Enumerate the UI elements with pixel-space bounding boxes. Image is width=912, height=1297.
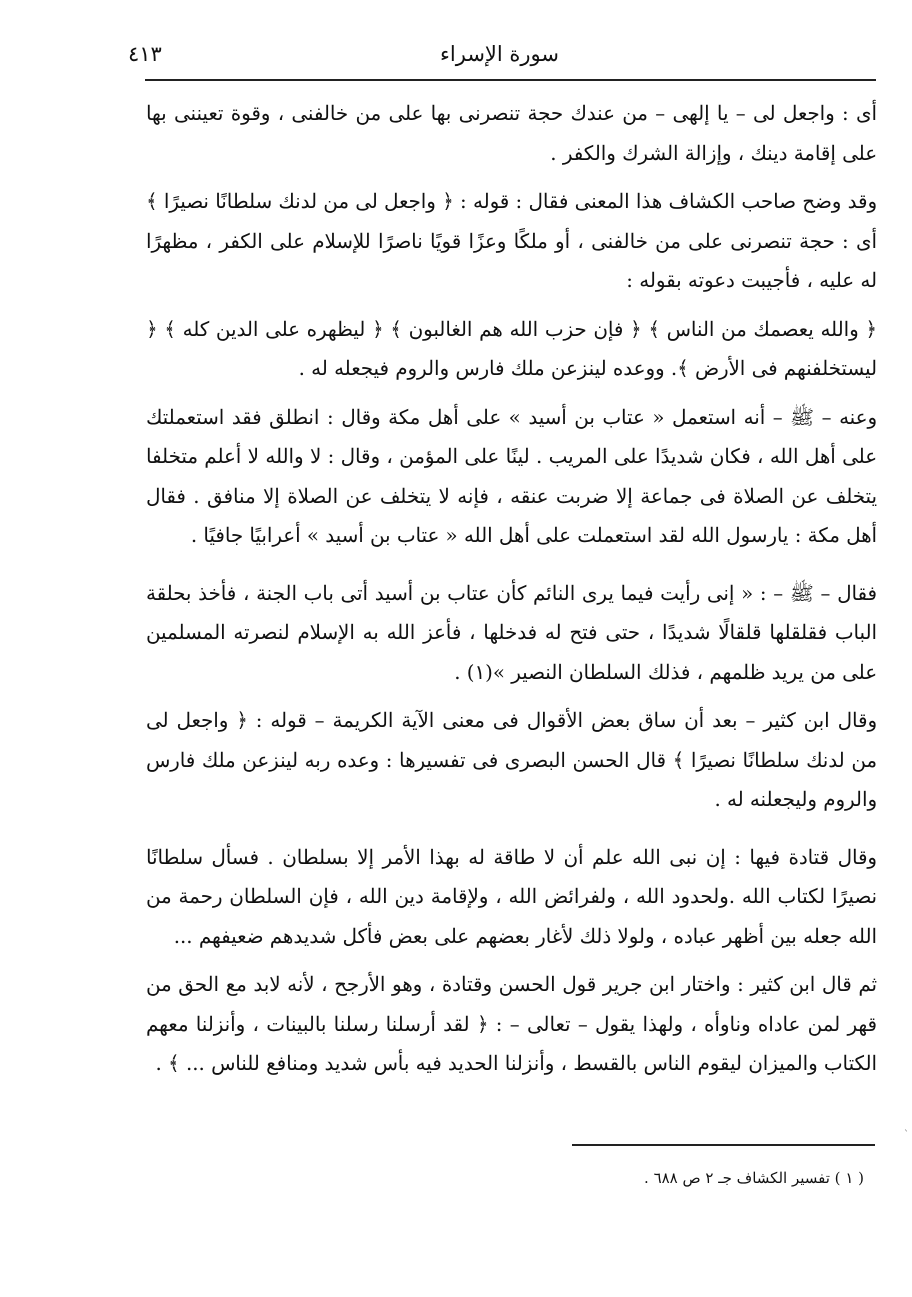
paragraph: وقد وضح صاحب الكشاف هذا المعنى فقال : قوله : ﴿ واجعل لى من لدنك سلطانًا نصيرًا ﴾ أى : حجة تنصرنى على من خالفنى ، أو ملكًا وعزًا قويًا ناصرًا للإسلام على الكفر ، مظهرًا له عليه ، فأجيبت دعوته بقوله : — [146, 190, 877, 292]
paragraph: ثم قال ابن كثير : واختار ابن جرير قول الحسن وقتادة ، وهو الأرجح ، لأنه لابد مع الحق من قهر لمن عاداه وناوأه ، ولهذا يقول – تعالى – : ﴿ لقد أرسلنا رسلنا بالبينات ، وأنزلنا معهم الكتاب والميزان ليقوم الناس بالقسط ، وأنزلنا الحديد فيه بأس شديد ومنافع للناس ... ﴾ . — [146, 973, 877, 1075]
header-divider — [145, 79, 876, 81]
surah-title: سورة الإسراء — [440, 42, 559, 66]
paragraph: وعنه – ﷺ – أنه استعمل « عتاب بن أسيد » على أهل مكة وقال : انطلق فقد استعملتك على أهل الله ، فكان شديدًا على المريب . لينًا على المؤمن ، وقال : لا والله لا أعلم متخلفا يتخلف عن الصلاة فى جماعة إلا ضربت عنقه ، فإنه لا يتخلف عن الصلاة إلا منافق . فقال أهل مكة : يارسول الله لقد استعملت على أهل الله « عتاب بن أسيد » أعرابيًا جافيًا . — [146, 405, 877, 547]
paragraph: وقال قتادة فيها : إن نبى الله علم أن لا طاقة له بهذا الأمر إلا بسلطان . فسأل سلطانًا نصيرًا لكتاب الله .ولحدود الله ، ولفرائض الله ، ولإقامة دين الله ، فإن السلطان رحمة من الله جعله بين أظهر عباده ، ولولا ذلك لأغار بعضهم على بعض فأكل شديدهم ضعيفهم ... — [146, 845, 877, 948]
paragraph: أى : واجعل لى – يا إلهى – من عندك حجة تنصرنى بها على من خالفنى ، وقوة تعيننى بها على إقامة دينك ، وإزالة الشرك والكفر . — [146, 102, 877, 165]
page-header — [128, 38, 771, 78]
main-text — [146, 94, 877, 1093]
page-number: ٤١٣ — [128, 42, 162, 66]
paragraph: فقال – ﷺ – : « إنى رأيت فيما يرى النائم كأن عتاب بن أسيد أتى باب الجنة ، فأخذ بحلقة الباب فقلقلها قلقالًا شديدًا ، حتى فتح له فدخلها ، فأعز الله به الإسلام لنصرته المسلمين على من يريد ظلمهم ، فذلك السلطان النصير »(١) . — [146, 581, 877, 684]
paragraph: وقال ابن كثير – بعد أن ساق بعض الأقوال فى معنى الآية الكريمة – قوله : ﴿ واجعل لى من لدنك سلطانًا نصيرًا ﴾ قال الحسن البصرى فى تفسيرها : وعده ربه لينزعن ملك فارس والروم وليجعلنه له . — [146, 709, 877, 811]
paragraph: ﴿ والله يعصمك من الناس ﴾ ﴿ فإن حزب الله هم الغالبون ﴾ ﴿ ليظهره على الدين كله ﴾ ﴿ ليستخلفنهم فى الأرض ﴾. ووعده لينزعن ملك فارس والروم فيجعله له . — [146, 317, 877, 380]
footnote-divider — [572, 1144, 875, 1146]
margin-mark: ` — [904, 1130, 909, 1141]
footnote: ( ١ ) تفسير الكشاف جـ ٢ ص ٦٨٨ . — [644, 1169, 864, 1187]
